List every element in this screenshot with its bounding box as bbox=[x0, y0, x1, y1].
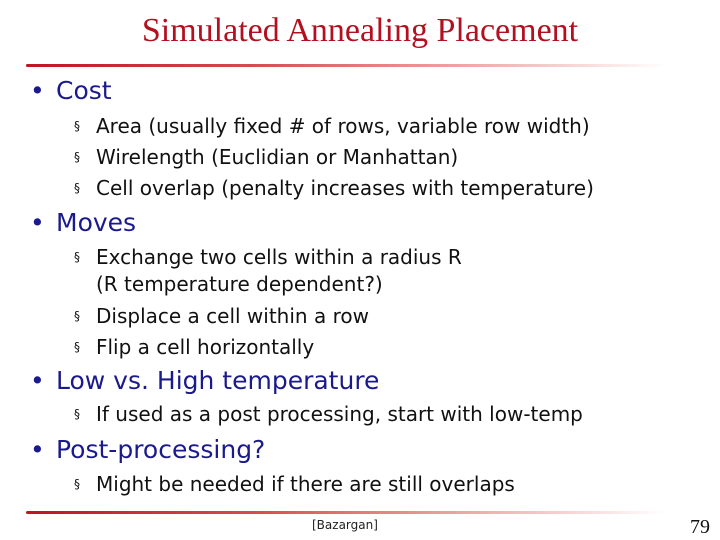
list-item-text: If used as a post processing, start with low-temp bbox=[96, 402, 583, 426]
square-bullet-icon: § bbox=[74, 150, 80, 164]
page-number: 79 bbox=[690, 516, 710, 538]
list-item bbox=[74, 112, 590, 140]
bullet-icon: • bbox=[30, 76, 45, 105]
bullet-icon: • bbox=[30, 366, 45, 395]
square-bullet-icon: § bbox=[74, 309, 80, 323]
list-item-text: Might be needed if there are still overlaps bbox=[96, 472, 515, 496]
square-bullet-icon: § bbox=[74, 407, 80, 421]
list-item-text: Displace a cell within a row bbox=[96, 304, 369, 328]
square-bullet-icon: § bbox=[74, 181, 80, 195]
bullet-icon: • bbox=[30, 208, 45, 237]
bullet-icon: • bbox=[30, 435, 45, 464]
section-heading-label: Post-processing? bbox=[56, 435, 266, 464]
square-bullet-icon: § bbox=[74, 340, 80, 354]
section-heading-label: Moves bbox=[56, 208, 137, 237]
square-bullet-icon: § bbox=[74, 250, 80, 264]
list-item bbox=[74, 143, 458, 171]
list-item-text: (R temperature dependent?) bbox=[96, 272, 383, 296]
section-heading-label: Cost bbox=[56, 76, 112, 105]
list-item-text: Cell overlap (penalty increases with temperature) bbox=[96, 176, 594, 200]
list-item-text: Area (usually fixed # of rows, variable row width) bbox=[96, 114, 590, 138]
list-item-text: Wirelength (Euclidian or Manhattan) bbox=[96, 145, 459, 169]
list-item bbox=[74, 243, 462, 271]
title-divider bbox=[26, 64, 666, 67]
list-item bbox=[74, 302, 369, 330]
list-item bbox=[74, 333, 314, 361]
list-item bbox=[74, 470, 515, 498]
list-item bbox=[74, 174, 594, 202]
footer-divider bbox=[26, 511, 666, 514]
square-bullet-icon: § bbox=[74, 119, 80, 133]
list-item-continuation bbox=[74, 270, 383, 298]
source-citation: [Bazargan] bbox=[312, 518, 378, 532]
list-item bbox=[74, 400, 583, 428]
section-heading-moves bbox=[30, 208, 136, 238]
section-heading-cost bbox=[30, 76, 112, 106]
list-item-text: Exchange two cells within a radius R bbox=[96, 245, 462, 269]
section-heading-temperature bbox=[30, 366, 379, 396]
list-item-text: Flip a cell horizontally bbox=[96, 335, 315, 359]
square-bullet-icon: § bbox=[74, 477, 80, 491]
section-heading-label: Low vs. High temperature bbox=[56, 366, 380, 395]
section-heading-post-processing bbox=[30, 435, 265, 465]
slide-title: Simulated Annealing Placement bbox=[141, 12, 579, 49]
